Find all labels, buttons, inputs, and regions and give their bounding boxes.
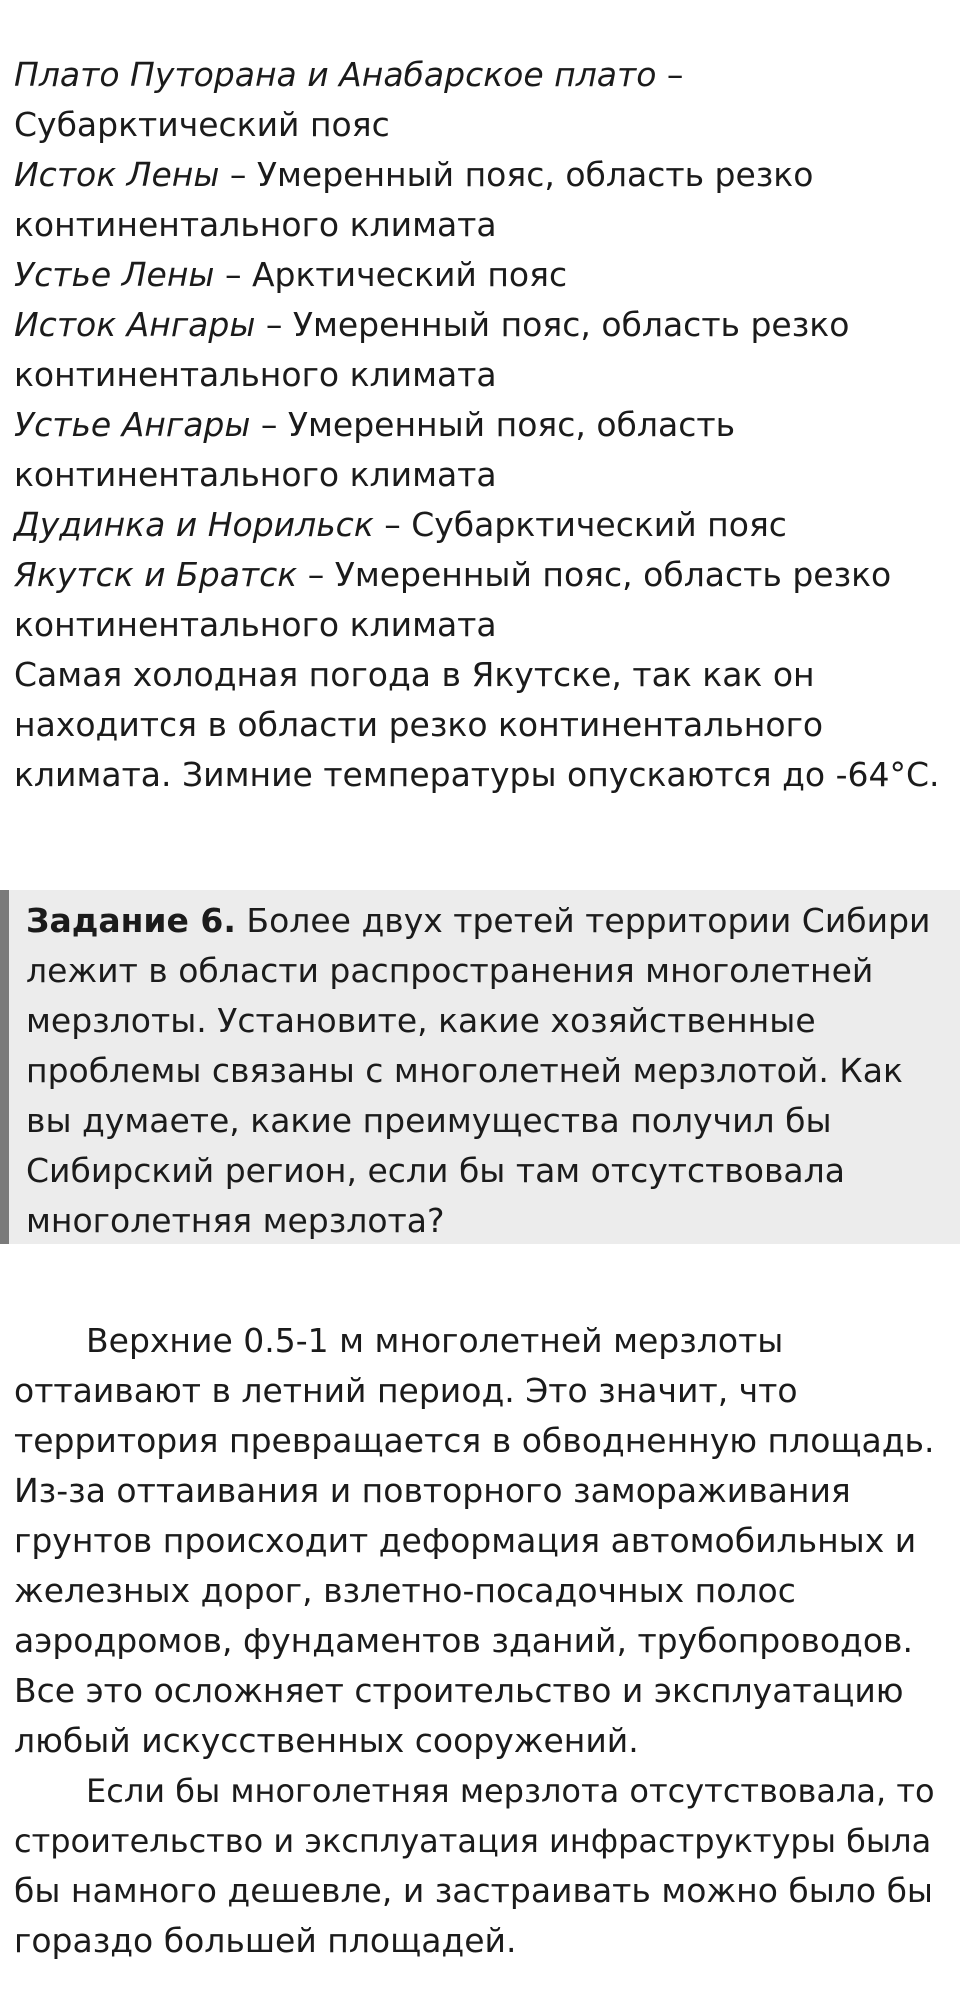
answer-1-line-7: аэродромов, фундаментов зданий, трубопроводов. bbox=[14, 1621, 913, 1660]
climate-line-3 bbox=[14, 150, 813, 200]
climate-zone: Умеренный пояс, область резко bbox=[256, 155, 814, 194]
conclusion-line-1: Самая холодная погода в Якутске, так как он bbox=[14, 655, 815, 694]
climate-zone: континентального климата bbox=[14, 605, 497, 644]
task-6-line-2: лежит в области распространения многолетней bbox=[26, 951, 874, 990]
climate-zone: Субарктический пояс bbox=[14, 105, 390, 144]
climate-zone: континентального климата bbox=[14, 355, 497, 394]
answer-2-line-1 bbox=[14, 1766, 935, 1816]
climate-line-11 bbox=[14, 550, 891, 600]
answer-1-line-9: любый искусственных сооружений. bbox=[14, 1721, 639, 1760]
task-6-box bbox=[0, 890, 960, 1244]
task-6-line-7: многолетняя мерзлота? bbox=[26, 1201, 445, 1240]
answer-1-line-3: территория превращается в обводненную площадь. bbox=[14, 1421, 935, 1460]
place-name: Исток Ангары bbox=[14, 305, 256, 344]
climate-zone: континентального климата bbox=[14, 205, 497, 244]
place-name: Исток Лены bbox=[14, 155, 220, 194]
answer-2-line-3: бы намного дешевле, и застраивать можно было бы bbox=[14, 1871, 933, 1910]
climate-line-5 bbox=[14, 250, 567, 300]
climate-line-12 bbox=[14, 600, 497, 650]
answer-2-line-4: гораздо большей площадей. bbox=[14, 1921, 517, 1960]
task-6-line-6: Сибирский регион, если бы там отсутствовала bbox=[26, 1151, 845, 1190]
answer-1-line-4: Из-за оттаивания и повторного замораживания bbox=[14, 1471, 851, 1510]
answer-1-line-1 bbox=[14, 1316, 783, 1366]
answer-1-line-5: грунтов происходит деформация автомобильных и bbox=[14, 1521, 917, 1560]
dash-separator: – bbox=[219, 155, 257, 194]
task-6-line-3: мерзлоты. Установите, какие хозяйственные bbox=[26, 1001, 816, 1040]
climate-zone: Умеренный пояс, область bbox=[287, 405, 736, 444]
place-name: Устье Лены bbox=[14, 255, 215, 294]
task-6-label: Задание 6. bbox=[26, 901, 236, 940]
climate-zone: Арктический пояс bbox=[251, 255, 568, 294]
climate-line-8 bbox=[14, 400, 735, 450]
place-name: Устье Ангары bbox=[14, 405, 251, 444]
climate-zone: Умеренный пояс, область резко bbox=[292, 305, 850, 344]
place-name: Плато Путорана и Анабарское плато bbox=[14, 55, 657, 94]
climate-zone: Умеренный пояс, область резко bbox=[334, 555, 892, 594]
task-6-line-4: проблемы связаны с многолетней мерзлотой. Как bbox=[26, 1051, 903, 1090]
climate-line-10 bbox=[14, 500, 787, 550]
climate-line-4 bbox=[14, 200, 497, 250]
dash-separator: – bbox=[255, 305, 293, 344]
answer-1-line-2: оттаивают в летний период. Это значит, что bbox=[14, 1371, 798, 1410]
answer-2-line-2: строительство и эксплуатация инфраструктуры была bbox=[14, 1822, 932, 1860]
climate-line-6 bbox=[14, 300, 849, 350]
dash-separator: – bbox=[297, 555, 335, 594]
task-6-text: Более двух третей территории Сибири bbox=[235, 901, 931, 940]
place-name: Дудинка и Норильск bbox=[14, 505, 374, 544]
climate-line-9 bbox=[14, 450, 497, 500]
climate-line-1 bbox=[14, 50, 683, 100]
climate-zone: континентального климата bbox=[14, 455, 497, 494]
dash-separator: – bbox=[373, 505, 412, 544]
answer-text: Если бы многолетняя мерзлота отсутствовала, то bbox=[86, 1772, 935, 1810]
dash-separator: – bbox=[250, 405, 288, 444]
climate-line-7 bbox=[14, 350, 497, 400]
task-6-line-5: вы думаете, какие преимущества получил бы bbox=[26, 1101, 832, 1140]
answer-1-line-6: железных дорог, взлетно-посадочных полос bbox=[14, 1571, 796, 1610]
answer-text: Верхние 0.5-1 м многолетней мерзлоты bbox=[86, 1321, 784, 1360]
conclusion-line-2: находится в области резко континентального bbox=[14, 705, 824, 744]
conclusion-line-3: климата. Зимние температуры опускаются до -64°С. bbox=[14, 755, 940, 794]
dash-separator: – bbox=[656, 55, 684, 94]
climate-line-2 bbox=[14, 100, 390, 150]
dash-separator: – bbox=[214, 255, 252, 294]
place-name: Якутск и Братск bbox=[14, 555, 298, 594]
answer-1-line-8: Все это осложняет строительство и эксплуатацию bbox=[14, 1671, 904, 1710]
climate-zone: Субарктический пояс bbox=[411, 505, 787, 544]
task-6-line-1 bbox=[26, 896, 930, 946]
